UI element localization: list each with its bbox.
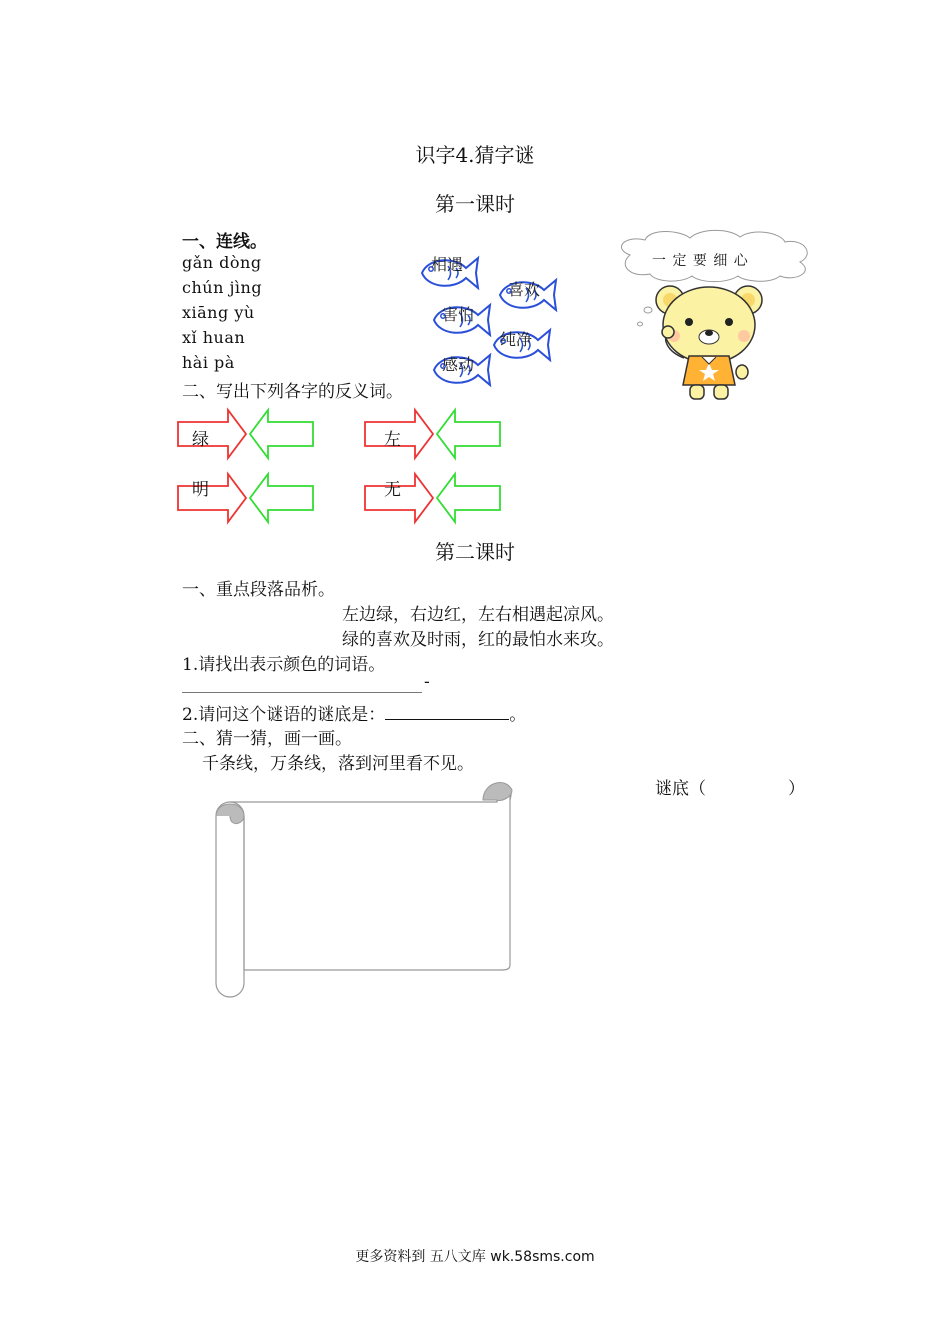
- page-title: 识字4.猜字谜: [415, 143, 535, 167]
- antonym-char: 明: [192, 480, 209, 500]
- answer-line-tail: -: [424, 672, 430, 692]
- fish-word[interactable]: 纯净: [500, 330, 533, 349]
- fish-word[interactable]: 感动: [442, 355, 475, 374]
- bubble-text: 一 定 要 细 心: [652, 253, 749, 269]
- fish-word[interactable]: 相遇: [431, 255, 464, 274]
- antonym-char: 无: [384, 480, 401, 500]
- pinyin-item: xǐ huan: [182, 328, 246, 347]
- sub-question-2-text: 2.请问这个谜语的谜底是：: [182, 705, 386, 725]
- pinyin-item: chún jìng: [182, 278, 263, 297]
- l2-q1-label: 一、重点段落品析。: [182, 580, 335, 600]
- lesson1-heading: 第一课时: [435, 192, 515, 216]
- pinyin-item: hài pà: [182, 353, 235, 372]
- sub-question-2-end: 。: [509, 705, 527, 725]
- antonym-char: 左: [384, 430, 401, 450]
- lesson2-heading: 第二课时: [435, 540, 515, 564]
- q1-label: 一、连线。: [182, 232, 267, 252]
- antonym-char: 绿: [192, 430, 209, 450]
- answer-close: ）: [788, 779, 805, 799]
- fish-word[interactable]: 害怕: [442, 305, 475, 324]
- sub-question-1: 1.请找出表示颜色的词语。: [182, 655, 386, 675]
- answer-label: 谜底（: [655, 779, 706, 799]
- poem-line: 绿的喜欢及时雨，红的最怕水来攻。: [342, 630, 614, 650]
- footer: 更多资料到 五八文库 wk.58sms.com: [355, 1249, 595, 1265]
- pinyin-item: gǎn dòng: [182, 253, 262, 272]
- riddle-text: 千条线，万条线，落到河里看不见。: [202, 754, 474, 774]
- poem-line: 左边绿，右边红，左右相遇起凉风。: [342, 605, 614, 625]
- l2-q2-label: 二、猜一猜，画一画。: [182, 729, 352, 749]
- pinyin-item: xiāng yù: [182, 303, 255, 322]
- q2-label: 二、写出下列各字的反义词。: [182, 382, 403, 402]
- fish-word[interactable]: 喜欢: [508, 280, 541, 299]
